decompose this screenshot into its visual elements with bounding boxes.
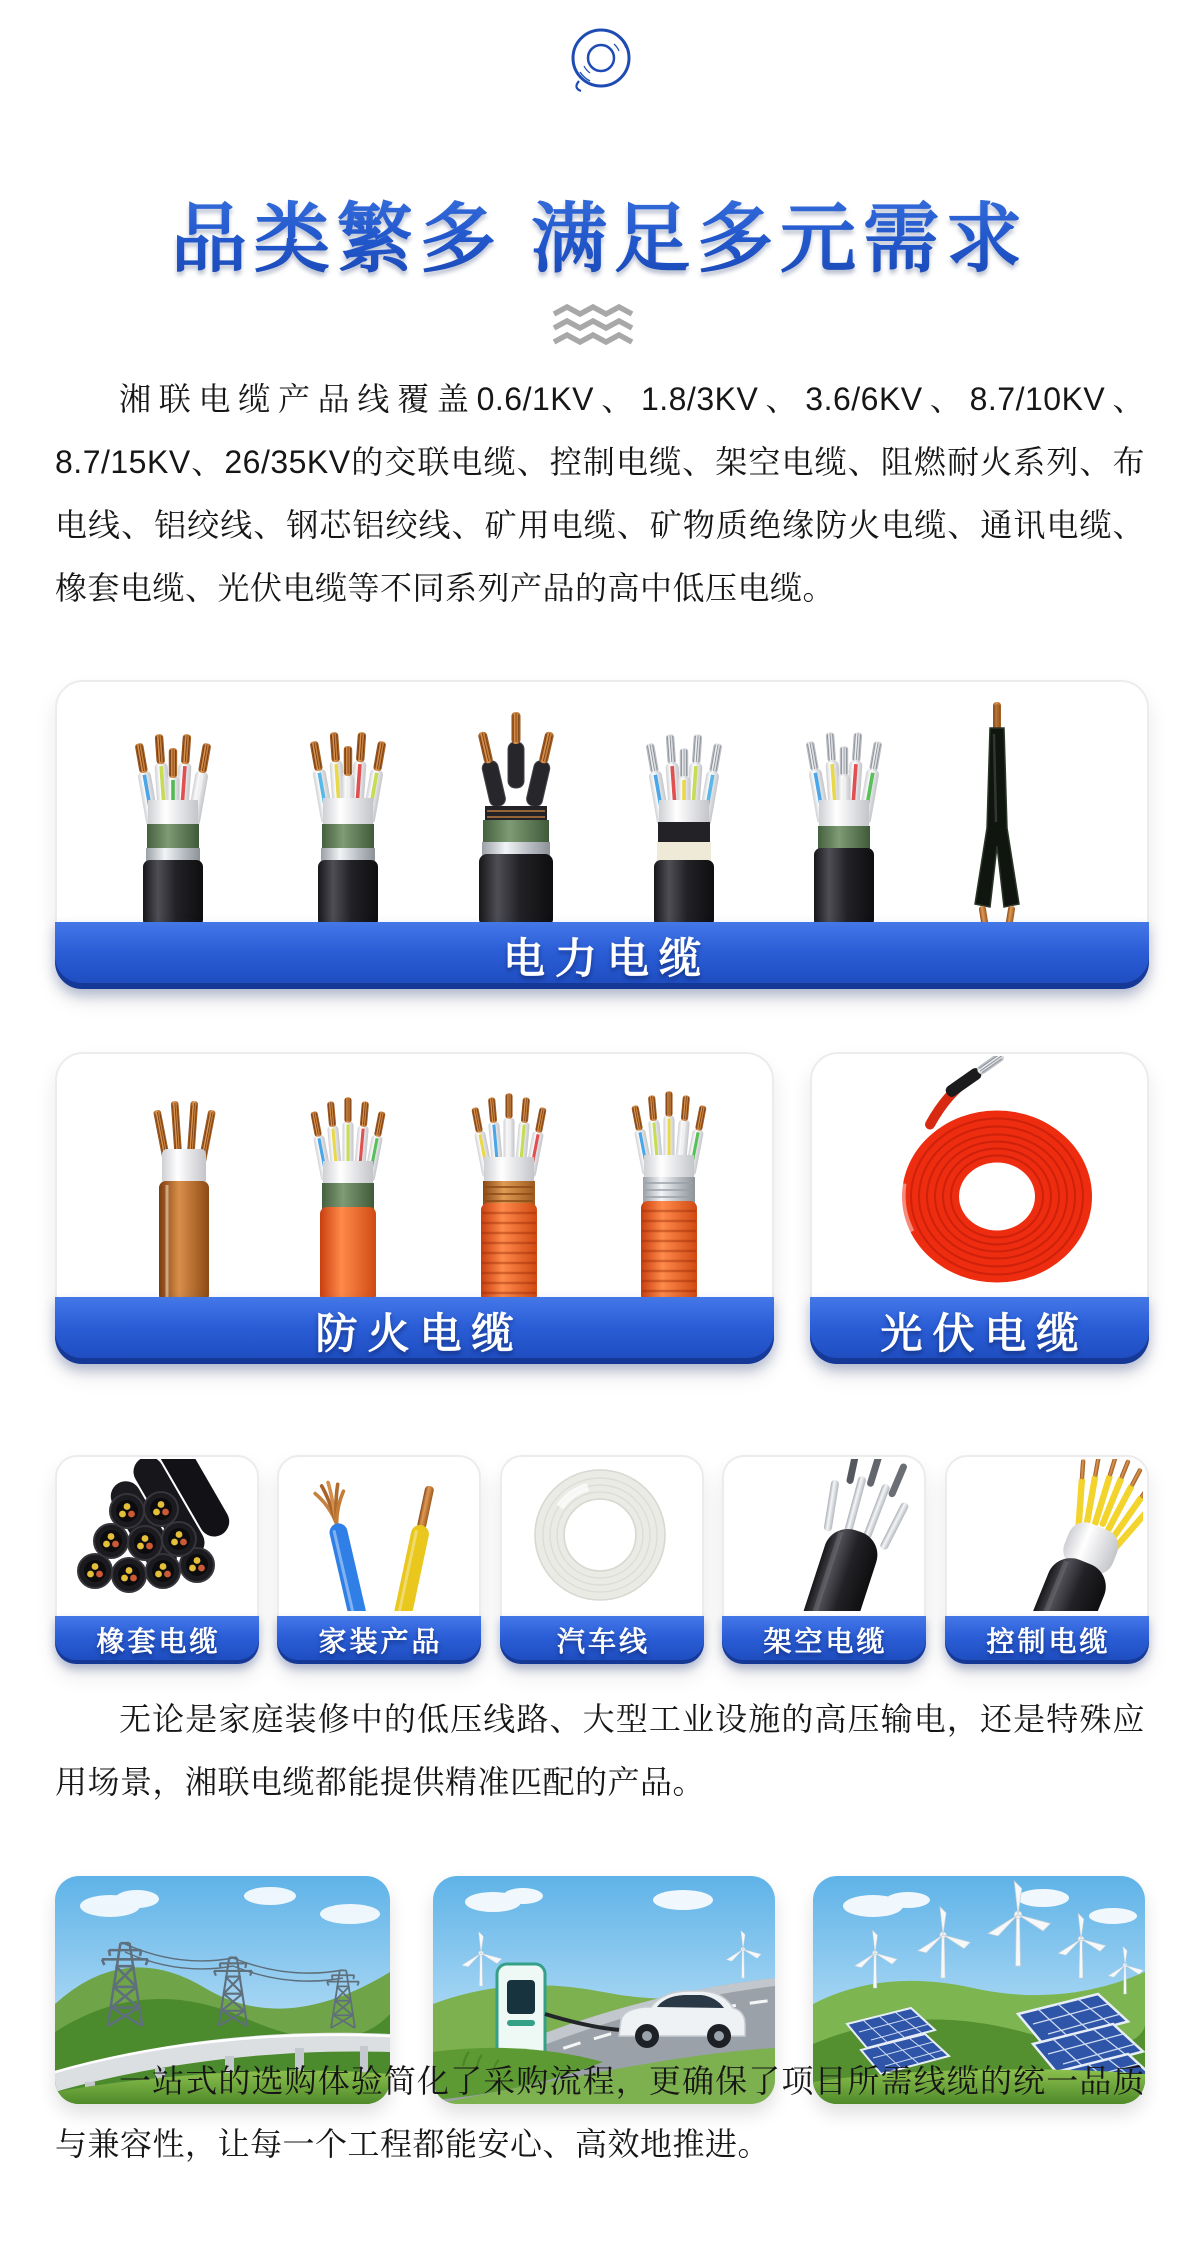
overhead-cable-card bbox=[722, 1455, 926, 1664]
category-banner-pv bbox=[810, 1297, 1149, 1364]
category-label-fire: 防火电缆 bbox=[315, 1309, 524, 1357]
power-cable-illustration-6 bbox=[922, 682, 1072, 927]
pv-cable-coil-illustration bbox=[812, 1056, 1147, 1298]
category-label-pv: 光伏电缆 bbox=[880, 1309, 1089, 1357]
intro-paragraph: 湘联电缆产品线覆盖0.6/1KV、1.8/3KV、3.6/6KV、8.7/10KV、8.7/15KV、26/35KV的交联电缆、控制电缆、架空电缆、阻燃耐火系列、布电线、铝绞线、钢芯铝绞线、矿用电缆、矿物质绝缘防火电缆、通讯电缆、橡套电缆、光伏电缆等不同系列产品的高中低压电缆。 bbox=[55, 381, 1145, 606]
power-cable-illustration-4 bbox=[609, 682, 759, 927]
category-label-home: 家装产品 bbox=[318, 1626, 443, 1657]
category-banner-control bbox=[945, 1616, 1149, 1664]
power-cable-card bbox=[55, 680, 1149, 989]
category-banner-rubber bbox=[55, 1616, 259, 1664]
page-title: 品类繁多 满足多元需求 bbox=[0, 178, 1200, 287]
fire-cable-illustration-2 bbox=[273, 1057, 423, 1302]
fire-cable-illustration-3 bbox=[434, 1057, 584, 1302]
category-label-auto: 汽车线 bbox=[556, 1626, 650, 1657]
overhead-cable-illustration bbox=[724, 1459, 920, 1611]
home-wiring-illustration bbox=[279, 1459, 475, 1611]
cable-coil-logo-icon bbox=[558, 20, 642, 104]
zigzag-divider-icon bbox=[550, 303, 650, 349]
home-wiring-card bbox=[277, 1455, 481, 1664]
category-banner-fire bbox=[55, 1297, 774, 1364]
pv-cable-card bbox=[810, 1052, 1149, 1364]
automotive-wire-card bbox=[500, 1455, 704, 1664]
fire-cable-illustration-1 bbox=[109, 1057, 259, 1302]
category-label-overhead: 架空电缆 bbox=[763, 1626, 888, 1657]
category-label-power: 电力电缆 bbox=[502, 934, 711, 982]
rubber-cable-card bbox=[55, 1455, 259, 1664]
fire-cable-card bbox=[55, 1052, 774, 1364]
category-banner-overhead bbox=[722, 1616, 926, 1664]
closing-paragraph: 一站式的选购体验简化了采购流程，更确保了项目所需线缆的统一品质与兼容性，让每一个工程都能安心、高效地推进。 bbox=[55, 2063, 1145, 2162]
automotive-wire-illustration bbox=[502, 1459, 698, 1611]
middle-paragraph: 无论是家庭装修中的低压线路、大型工业设施的高压输电，还是特殊应用场景，湘联电缆都能提供精准匹配的产品。 bbox=[55, 1701, 1145, 1800]
power-cable-illustration-3 bbox=[441, 682, 591, 927]
category-label-control: 控制电缆 bbox=[986, 1626, 1111, 1657]
category-banner-power bbox=[55, 922, 1149, 989]
power-cable-illustration-2 bbox=[273, 682, 423, 927]
control-cable-card bbox=[945, 1455, 1149, 1664]
category-banner-home bbox=[277, 1616, 481, 1664]
category-label-rubber: 橡套电缆 bbox=[96, 1626, 221, 1657]
rubber-cable-illustration bbox=[57, 1459, 253, 1611]
category-banner-auto bbox=[500, 1616, 704, 1664]
power-cable-illustration-5 bbox=[769, 682, 919, 927]
fire-cable-illustration-4 bbox=[594, 1057, 744, 1302]
power-cable-illustration-1 bbox=[98, 682, 248, 927]
control-cable-illustration bbox=[947, 1459, 1143, 1611]
